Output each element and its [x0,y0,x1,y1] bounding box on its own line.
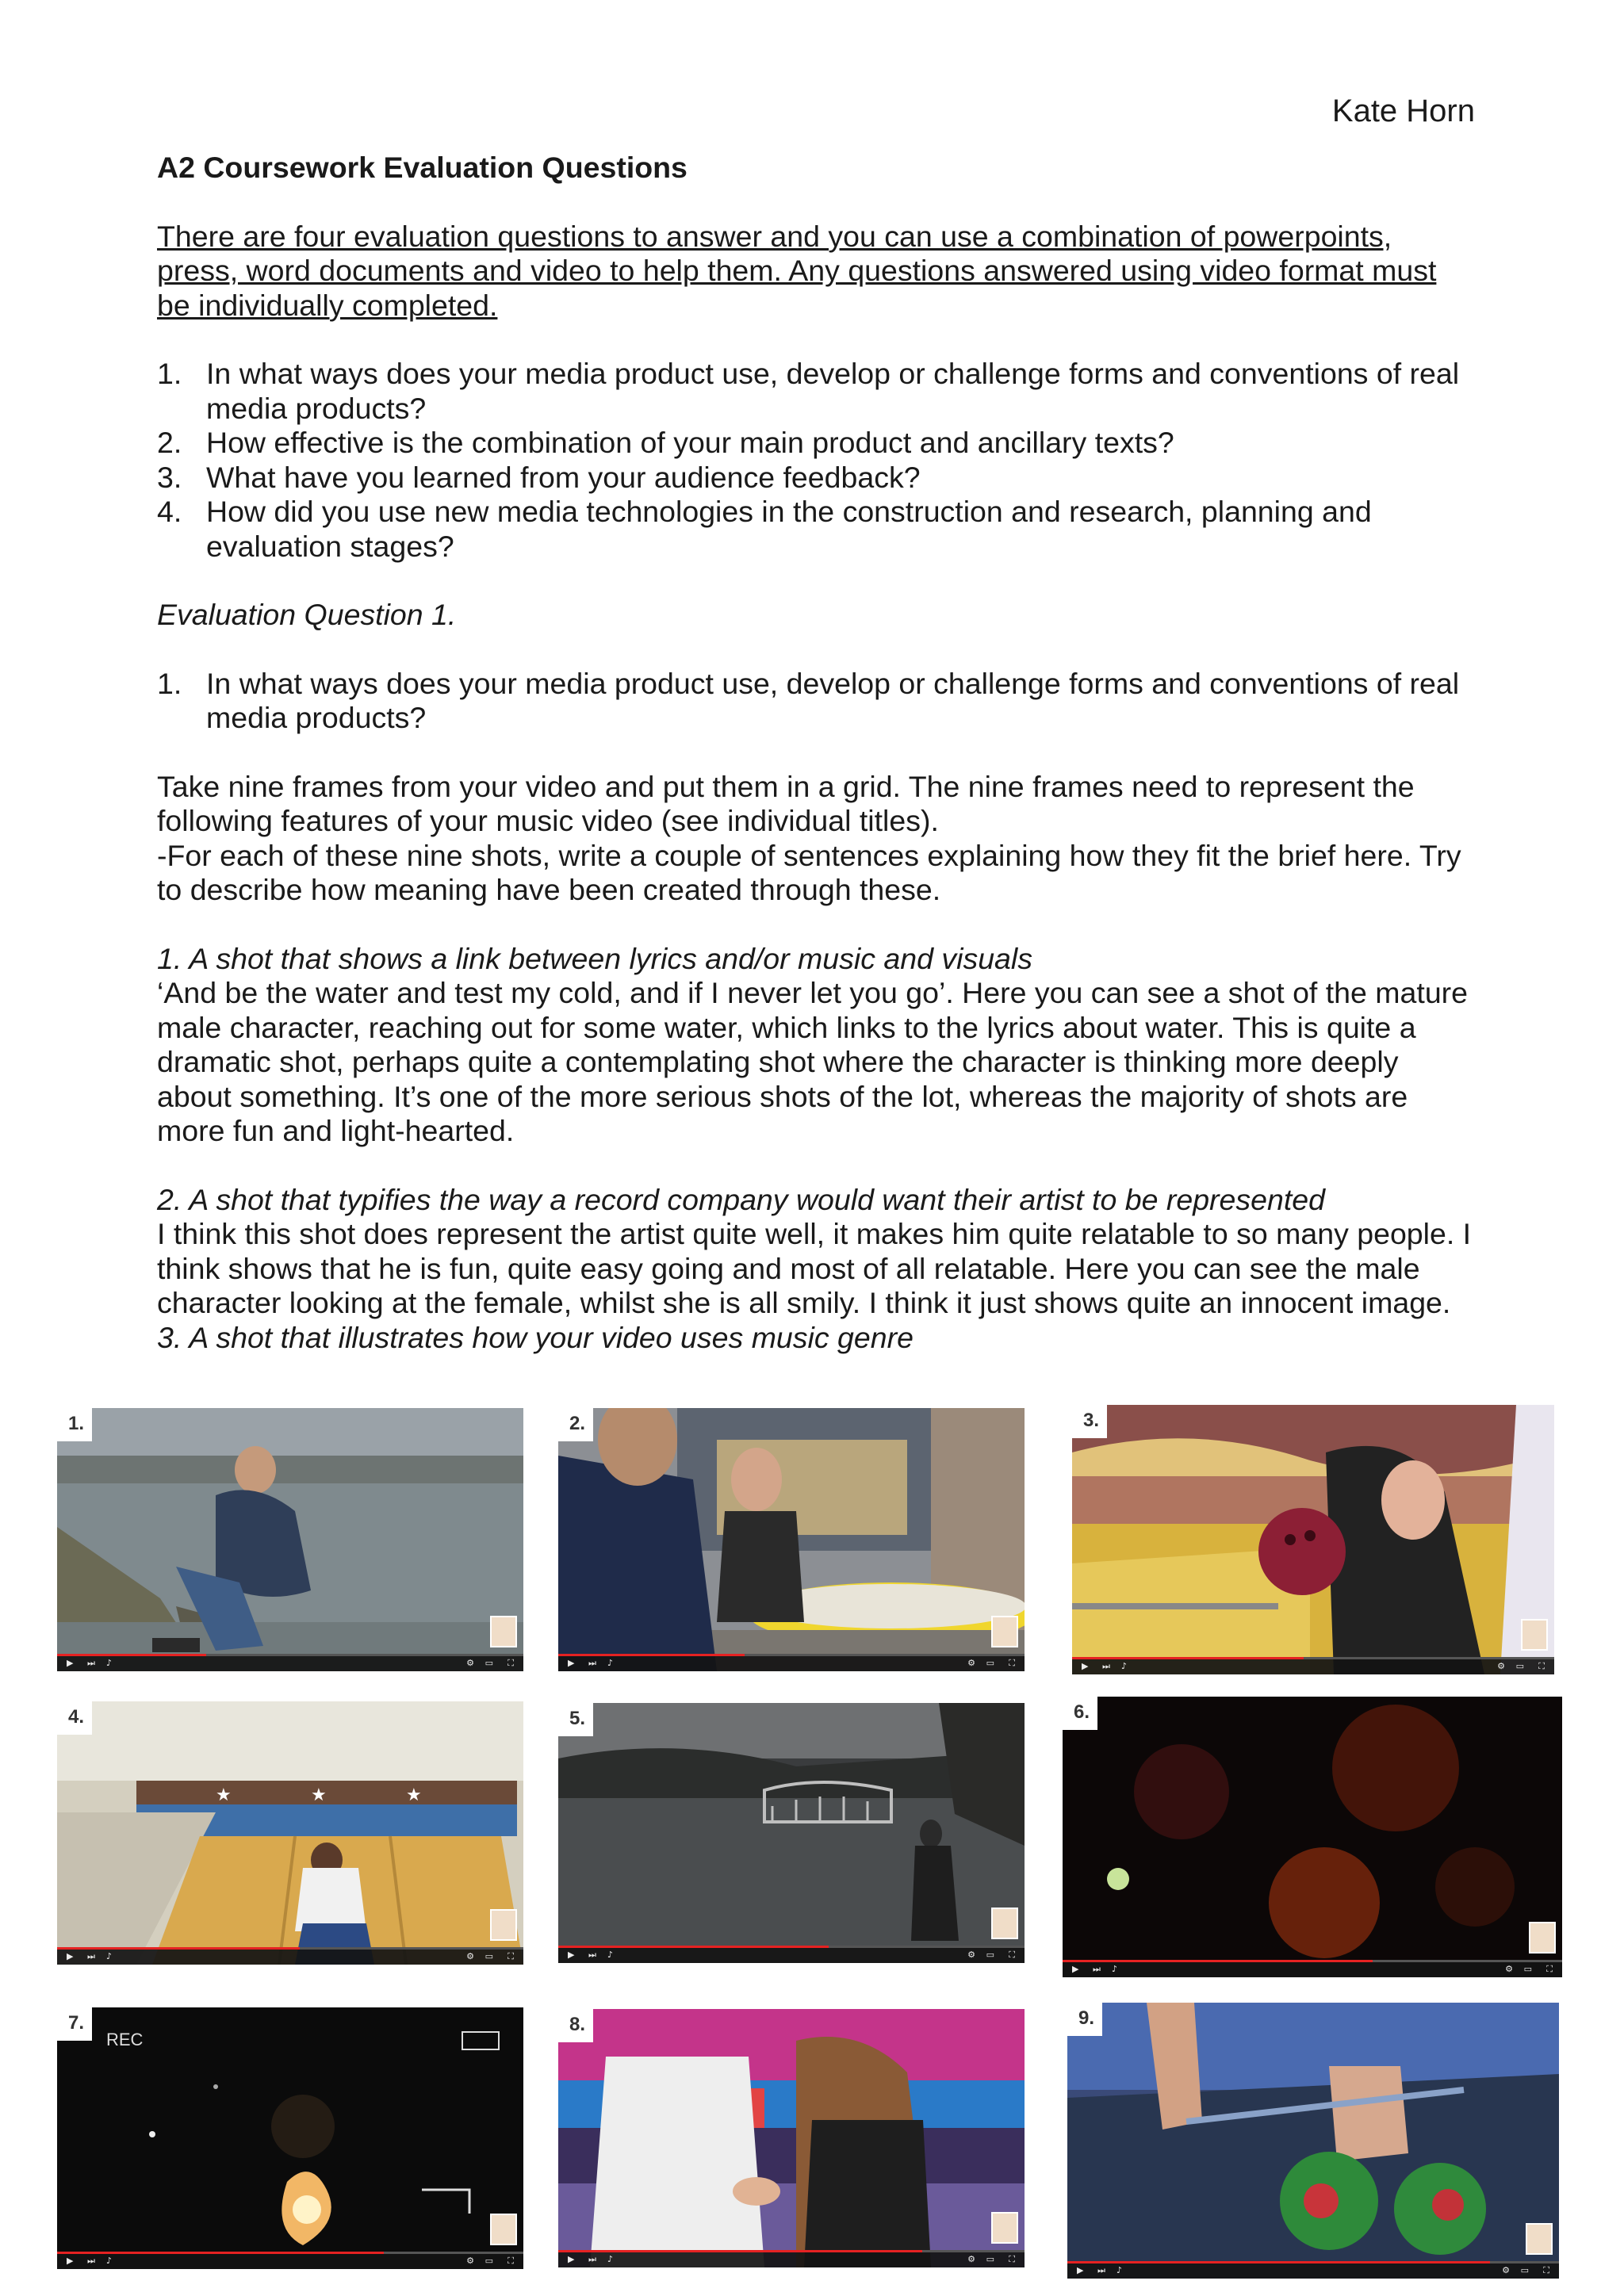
play-icon[interactable]: ▶ [1077,2265,1084,2275]
play-icon[interactable]: ▶ [67,1951,74,1961]
player-controls[interactable] [558,2250,1025,2267]
miniplayer-icon[interactable]: ▭ [1520,2265,1529,2275]
question-list [157,357,1473,564]
frame-number-label: 7. [57,2007,92,2041]
fullscreen-icon[interactable]: ⛶ [508,1951,514,1961]
channel-watermark [490,1616,517,1647]
frame-image [57,1701,523,1965]
play-icon[interactable]: ▶ [67,2256,74,2266]
play-icon[interactable]: ▶ [67,1658,74,1668]
channel-watermark [991,1616,1018,1647]
progress-fill [1067,2261,1490,2263]
progress-bar[interactable] [57,2252,523,2254]
miniplayer-icon[interactable]: ▭ [986,1950,994,1960]
video-frame-4[interactable] [57,1701,523,1965]
settings-icon[interactable]: ⚙ [466,2256,474,2266]
next-icon[interactable]: ⏭ [87,1951,95,1961]
player-controls[interactable] [57,2252,523,2269]
progress-fill [558,1654,745,1656]
fullscreen-icon[interactable]: ⛶ [1009,2254,1015,2264]
frame-number-label: 8. [558,2009,593,2042]
next-icon[interactable]: ⏭ [588,2254,596,2264]
document-body [157,151,1473,1355]
section-question [157,667,1473,736]
video-frame-1[interactable] [57,1408,523,1671]
progress-bar[interactable] [558,2250,1025,2252]
question-item: 2. How effective is the combination of your main product and ancillary texts? [157,426,1174,459]
video-frame-5[interactable] [558,1703,1025,1963]
video-frame-9[interactable] [1067,2003,1559,2279]
progress-fill [1063,1960,1373,1962]
progress-bar[interactable] [1067,2261,1559,2263]
settings-icon[interactable]: ⚙ [967,2254,975,2264]
settings-icon[interactable]: ⚙ [1505,1964,1513,1974]
frame-number-label: 4. [57,1701,92,1735]
progress-fill [558,2250,922,2252]
player-controls[interactable] [558,1654,1025,1671]
volume-icon[interactable]: ♪ [1116,2265,1123,2275]
progress-fill [57,1654,206,1656]
frame-number-label: 3. [1072,1405,1107,1438]
player-controls[interactable] [1067,2261,1559,2279]
volume-icon[interactable]: ♪ [106,2256,113,2266]
shot-body: ‘And be the water and test my cold, and if I never let you go’. Here you can see a shot of the mature male character, reaching out for some water, which links to the lyrics about water. This is quite a dramatic shot, perhaps quite a contemplating shot where the character is thinking more deeply about something. It’s one of the more serious shots of the lot, whereas the majority of shots are more fun and light-hearted. [157,976,1469,1147]
next-icon[interactable]: ⏭ [1102,1661,1110,1671]
channel-watermark [991,1908,1018,1939]
svg-text:★: ★ [406,1785,422,1805]
miniplayer-icon[interactable]: ▭ [485,1951,493,1961]
section-heading: Evaluation Question 1. [157,598,457,631]
frame-number-label: 5. [558,1703,593,1736]
shot-body: I think this shot does represent the artist quite well, it makes him quite relatable to so many people. I think shows that he is fun, quite easy going and most of all relatable. Here you can see the male character looking at the female, whilst she is all smily. I think it just shows quite an innocent image. [157,1217,1472,1319]
video-frame-3[interactable] [1072,1405,1554,1674]
svg-text:★: ★ [216,1785,232,1805]
next-icon[interactable]: ⏭ [588,1950,596,1960]
volume-icon[interactable]: ♪ [607,2254,614,2264]
shot-description-1 [157,942,1473,1149]
fullscreen-icon[interactable]: ⛶ [1009,1658,1015,1668]
document-title: A2 Coursework Evaluation Questions [157,151,688,184]
frame-image [1072,1405,1554,1674]
frame-image [57,1408,523,1671]
question-item: 1. In what ways does your media product use, develop or challenge forms and conventions of real media products? [157,666,1460,734]
shot-description-2 [157,1183,1473,1356]
battery-icon [462,2031,500,2050]
progress-bar[interactable] [57,1654,523,1656]
miniplayer-icon[interactable]: ▭ [986,1658,994,1668]
frame-number-label: 1. [57,1408,92,1441]
frame-number-label: 9. [1067,2003,1102,2036]
volume-icon[interactable]: ♪ [106,1951,113,1961]
progress-fill [57,1947,300,1950]
progress-bar[interactable] [1063,1960,1562,1962]
rec-indicator: REC [106,2030,144,2049]
frame-image [558,1408,1025,1671]
author-name: Kate Horn [1331,94,1475,128]
progress-fill [57,2252,384,2254]
progress-fill [558,1946,829,1948]
frame-number-label: 2. [558,1408,593,1441]
frame-number-label: 6. [1063,1697,1097,1730]
video-frame-6[interactable] [1063,1697,1562,1977]
channel-watermark [490,1909,517,1941]
player-controls[interactable] [57,1654,523,1671]
settings-icon[interactable]: ⚙ [1502,2265,1510,2275]
next-icon[interactable]: ⏭ [1093,1964,1101,1974]
settings-icon[interactable]: ⚙ [967,1658,975,1668]
question-item: 1. In what ways does your media product use, develop or challenge forms and conventions of real media products? [157,357,1460,425]
fullscreen-icon[interactable]: ⛶ [1546,1964,1553,1974]
frame-image [1063,1697,1562,1977]
instructions [157,770,1473,908]
video-frame-8[interactable] [558,2009,1025,2267]
fullscreen-icon[interactable]: ⛶ [508,2256,514,2266]
player-controls[interactable] [558,1946,1025,1963]
progress-bar[interactable] [57,1947,523,1950]
settings-icon[interactable]: ⚙ [1497,1661,1505,1671]
player-controls[interactable] [1063,1960,1562,1977]
progress-bar[interactable] [558,1654,1025,1656]
channel-watermark [1529,1922,1556,1954]
play-icon[interactable]: ▶ [1072,1964,1079,1974]
intro-paragraph: There are four evaluation questions to answer and you can use a combination of powerpoints, press, word documents and video to help them. Any questions answered using video format must be individually completed. [157,219,1437,322]
next-icon[interactable]: ⏭ [87,1658,95,1668]
volume-icon[interactable]: ♪ [607,1950,614,1960]
miniplayer-icon[interactable]: ▭ [485,1658,493,1668]
shot-heading: 3. A shot that illustrates how your video uses music genre [157,1320,914,1354]
next-icon[interactable]: ⏭ [588,1658,596,1668]
play-icon[interactable]: ▶ [568,1658,575,1668]
progress-bar[interactable] [1072,1657,1554,1659]
volume-icon[interactable]: ♪ [607,1658,614,1668]
volume-icon[interactable]: ♪ [106,1658,113,1668]
fullscreen-icon[interactable]: ⛶ [1009,1950,1015,1960]
frame-image [558,2009,1025,2267]
question-item: 4. How did you use new media technologies in the construction and research, planning and evaluation stages? [157,495,1372,563]
miniplayer-icon[interactable]: ▭ [1515,1661,1524,1671]
settings-icon[interactable]: ⚙ [466,1951,474,1961]
instruction-line: Take nine frames from your video and put them in a grid. The nine frames need to represent the following features of your music video (see individual titles). [157,769,1415,837]
shot-heading: 2. A shot that typifies the way a record company would want their artist to be represented [157,1182,1325,1216]
channel-watermark [1521,1619,1548,1651]
next-icon[interactable]: ⏭ [1097,2265,1105,2275]
video-frame-7[interactable] [57,2007,523,2269]
progress-fill [1072,1657,1304,1659]
volume-icon[interactable]: ♪ [1112,1964,1118,1974]
settings-icon[interactable]: ⚙ [466,1658,474,1668]
fullscreen-icon[interactable]: ⛶ [1538,1661,1545,1671]
player-controls[interactable] [1072,1657,1554,1674]
player-controls[interactable] [57,1947,523,1965]
progress-bar[interactable] [558,1946,1025,1948]
frame-image [558,1703,1025,1963]
play-icon[interactable]: ▶ [1082,1661,1089,1671]
settings-icon[interactable]: ⚙ [967,1950,975,1960]
miniplayer-icon[interactable]: ▭ [485,2256,493,2266]
channel-watermark [490,2214,517,2245]
video-frame-2[interactable] [558,1408,1025,1671]
next-icon[interactable]: ⏭ [87,2256,95,2266]
instruction-line: -For each of these nine shots, write a couple of sentences explaining how they fit the brief here. Try to describe how meaning have been created through these. [157,838,1461,906]
play-icon[interactable]: ▶ [568,1950,575,1960]
fullscreen-icon[interactable]: ⛶ [508,1658,514,1668]
volume-icon[interactable]: ♪ [1121,1661,1128,1671]
play-icon[interactable]: ▶ [568,2254,575,2264]
miniplayer-icon[interactable]: ▭ [1523,1964,1532,1974]
miniplayer-icon[interactable]: ▭ [986,2254,994,2264]
channel-watermark [991,2212,1018,2244]
fullscreen-icon[interactable]: ⛶ [1543,2265,1549,2275]
svg-text:★: ★ [311,1785,327,1805]
frame-image [1067,2003,1559,2279]
channel-watermark [1526,2223,1553,2255]
question-item: 3. What have you learned from your audience feedback? [157,460,921,494]
shot-heading: 1. A shot that shows a link between lyrics and/or music and visuals [157,941,1032,975]
